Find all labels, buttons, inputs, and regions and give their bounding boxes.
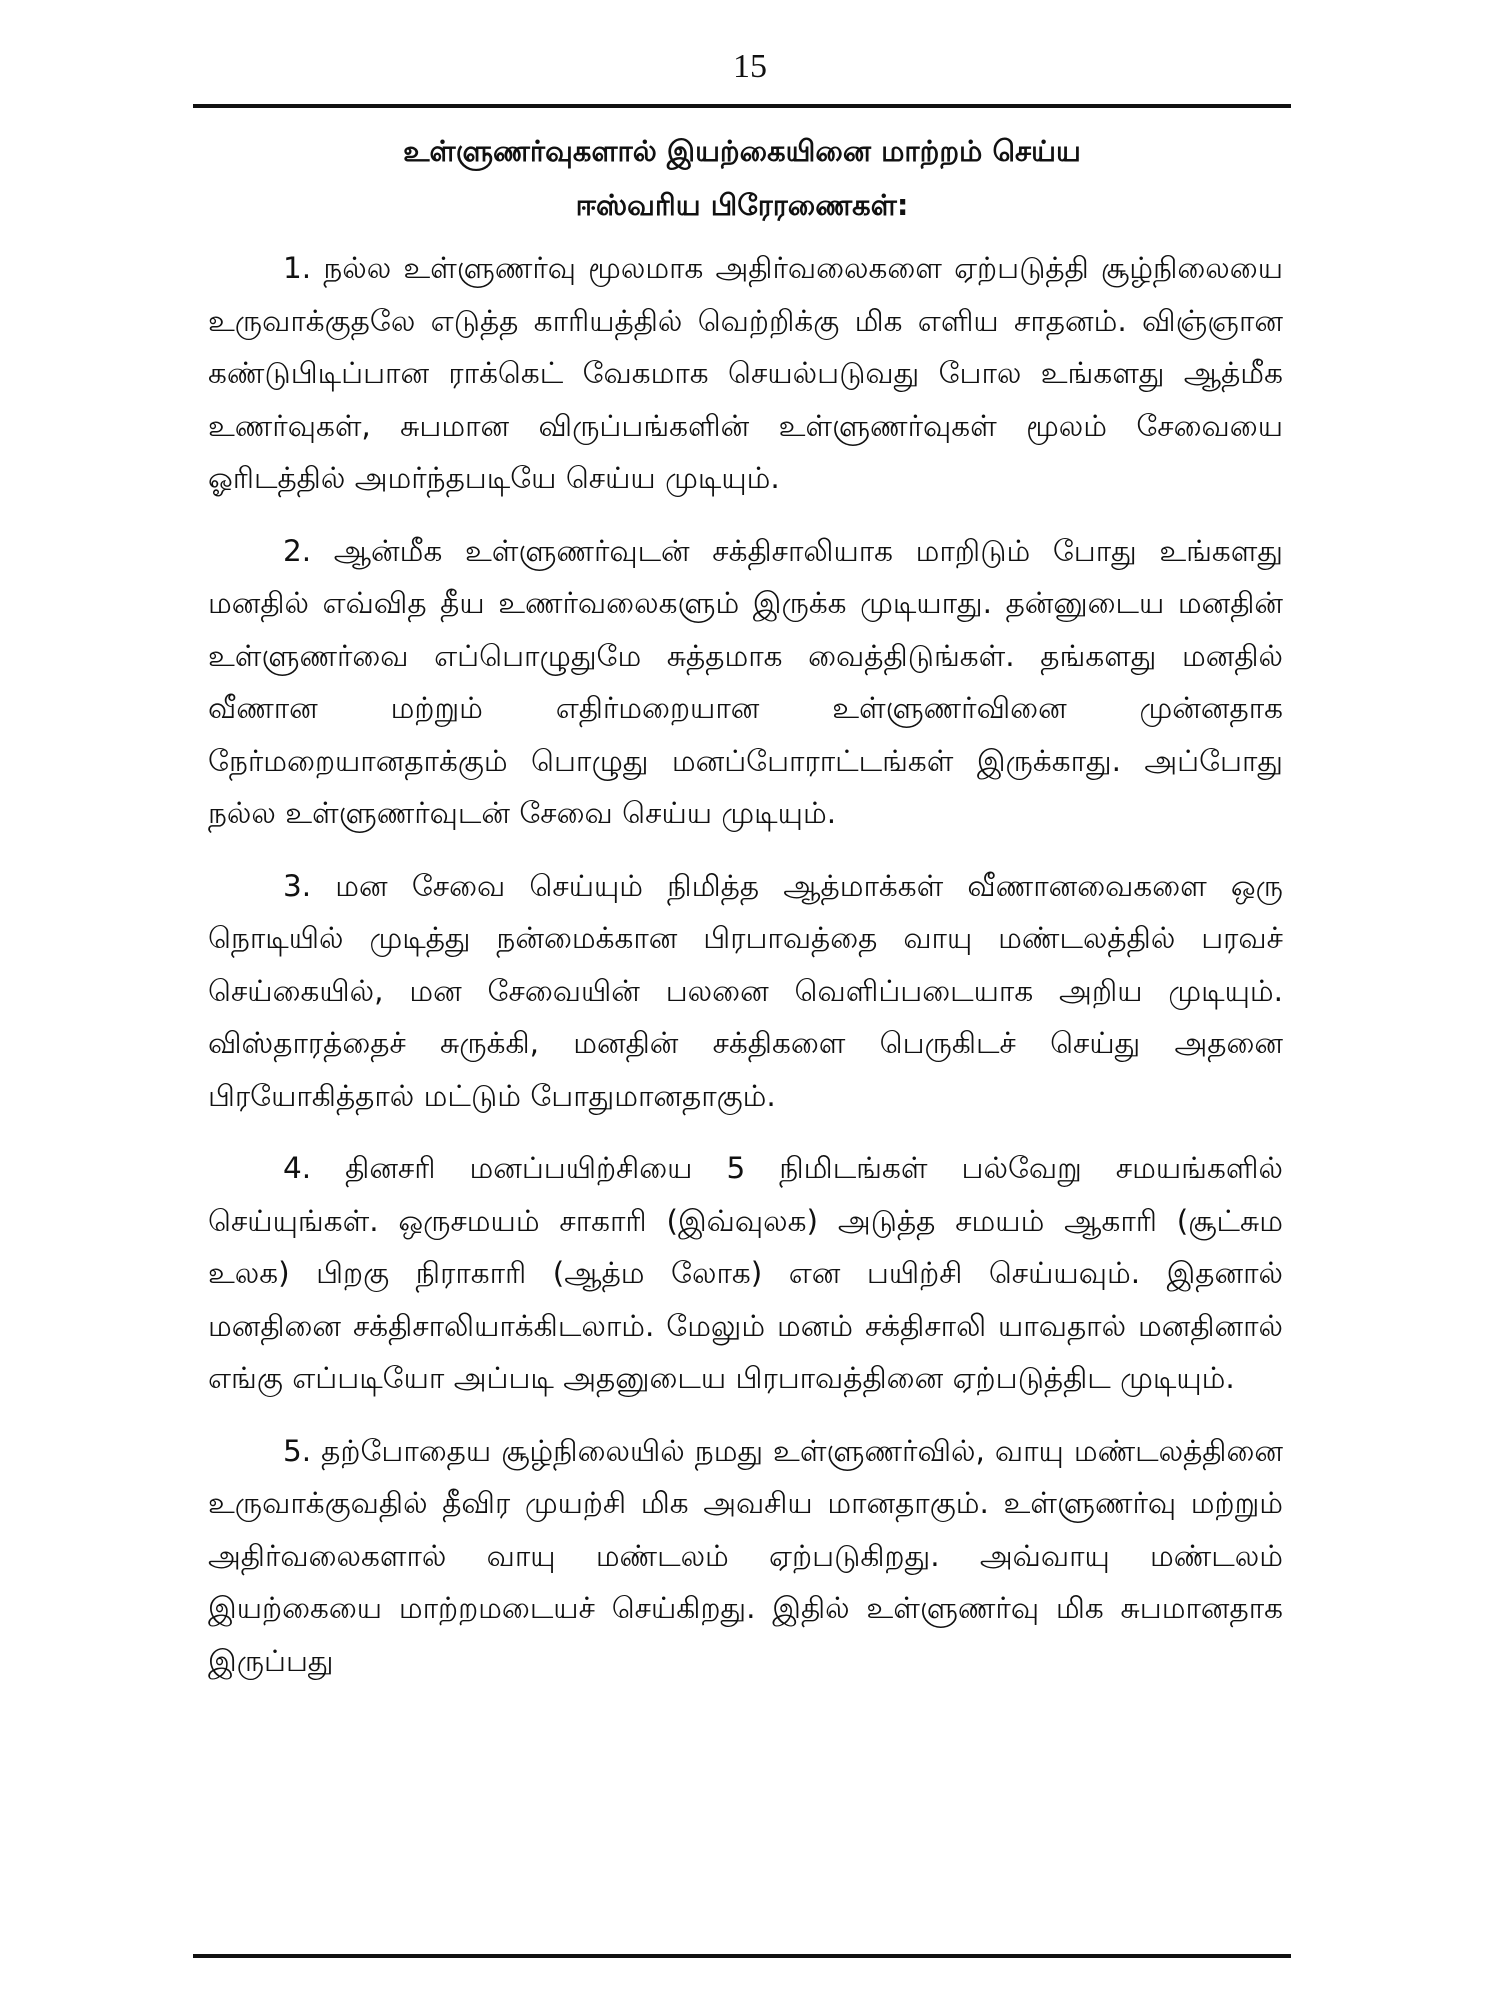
- paragraph-4: 4. தினசரி மனப்பயிற்சியை 5 நிமிடங்கள் பல்வேறு சமயங்களில் செய்யுங்கள். ஒருசமயம் சாகாரி (இவ்வுலக) அடுத்த சமயம் ஆகாரி (சூட்சும உலக) பிறகு நிராகாரி (ஆத்ம லோக) என பயிற்சி செய்யவும். இதனால் மனதினை சக்திசாலியாக்கிடலாம். மேலும் மனம் சக்திசாலி யாவதால் மனதினால் எங்கு எப்படியோ அப்படி அதனுடைய பிரபாவத்தினை ஏற்படுத்திட முடியும்.: [208, 1151, 1283, 1395]
- header-rule: [193, 104, 1291, 108]
- section-heading: [193, 124, 1291, 232]
- paragraph-1: 1. நல்ல உள்ளுணர்வு மூலமாக அதிர்வலைகளை ஏற்படுத்தி சூழ்நிலையை உருவாக்குதலே எடுத்த காரியத்தில் வெற்றிக்கு மிக எளிய சாதனம். விஞ்ஞான கண்டுபிடிப்பான ராக்கெட் வேகமாக செயல்படுவது போல உங்களது ஆத்மீக உணர்வுகள், சுபமான விருப்பங்களின் உள்ளுணர்வுகள் மூலம் சேவையை ஓரிடத்தில் அமர்ந்தபடியே செய்ய முடியும்.: [208, 251, 1283, 495]
- body-text: [208, 242, 1283, 1707]
- section-heading-line-2: ஈஸ்வரிய பிரேரணைகள்:: [575, 188, 909, 222]
- section-heading-line-1: உள்ளுணர்வுகளால் இயற்கையினை மாற்றம் செய்ய: [403, 134, 1081, 168]
- paragraph-2: 2. ஆன்மீக உள்ளுணர்வுடன் சக்திசாலியாக மாறிடும் போது உங்களது மனதில் எவ்வித தீய உணர்வலைகளும் இருக்க முடியாது. தன்னுடைய மனதின் உள்ளுணர்வை எப்பொழுதுமே சுத்தமாக வைத்திடுங்கள். தங்களது மனதில் வீணான மற்றும் எதிர்மறையான உள்ளுணர்வினை முன்னதாக நேர்மறையானதாக்கும் பொழுது மனப்போராட்டங்கள் இருக்காது. அப்போது நல்ல உள்ளுணர்வுடன் சேவை செய்ய முடியும்.: [208, 533, 1283, 830]
- paragraph-3: 3. மன சேவை செய்யும் நிமித்த ஆத்மாக்கள் வீணானவைகளை ஒரு நொடியில் முடித்து நன்மைக்கான பிரபாவத்தை வாயு மண்டலத்தில் பரவச் செய்கையில், மன சேவையின் பலனை வெளிப்படையாக அறிய முடியும். விஸ்தாரத்தைச் சுருக்கி, மனதின் சக்திகளை பெருகிடச் செய்து அதனை பிரயோகித்தால் மட்டும் போதுமானதாகும்.: [208, 868, 1283, 1113]
- footer-rule: [193, 1954, 1291, 1958]
- paragraph-5: 5. தற்போதைய சூழ்நிலையில் நமது உள்ளுணர்வில், வாயு மண்டலத்தினை உருவாக்குவதில் தீவிர முயற்சி மிக அவசிய மானதாகும். உள்ளுணர்வு மற்றும் அதிர்வலைகளால் வாயு மண்டலம் ஏற்படுகிறது. அவ்வாயு மண்டலம் இயற்கையை மாற்றமடையச் செய்கிறது. இதில் உள்ளுணர்வு மிக சுபமானதாக இருப்பது: [208, 1433, 1283, 1678]
- page-number: 15: [733, 48, 767, 85]
